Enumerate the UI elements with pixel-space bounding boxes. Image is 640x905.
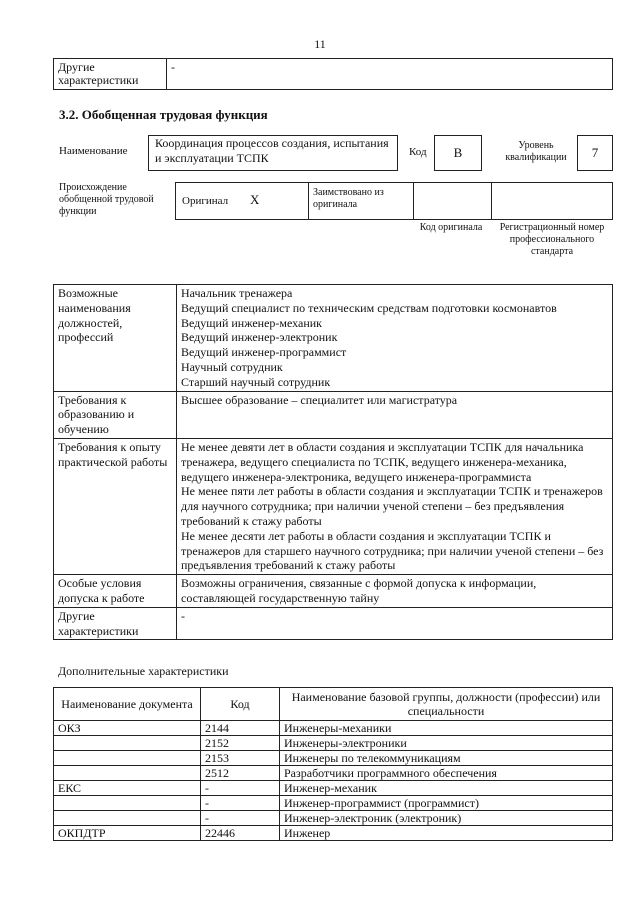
row-content [177, 391, 613, 438]
table-row [54, 721, 613, 736]
table-row [54, 796, 613, 811]
original-mark: X [250, 192, 260, 207]
level-value: 7 [577, 135, 613, 171]
table-row [54, 575, 613, 608]
table-row [54, 438, 613, 574]
row-line: Не менее пяти лет работы в области создания и эксплуатации ТСПК и тренажеров для научного сотрудника; при наличии ученой степени – без предъявления требований к стажу работы [181, 484, 603, 528]
name-cell: Инженеры-механики [280, 721, 613, 736]
additional-table [53, 687, 613, 841]
row-line: Научный сотрудник [181, 359, 283, 374]
table-row [54, 781, 613, 796]
original-label: Оригинал [182, 195, 229, 207]
name-cell: Инженер [280, 826, 613, 841]
name-cell: Инженер-механик [280, 781, 613, 796]
code-label: Код [409, 146, 427, 158]
name-label: Наименование [59, 145, 128, 157]
row-line: Возможны ограничения, связанные с формой допуска к информации, составляющей государственную тайну [181, 576, 537, 605]
row-line: Высшее образование – специалитет или магистратура [181, 392, 458, 407]
page-number: 11 [314, 37, 326, 51]
section-title: 3.2. Обобщенная трудовая функция [59, 107, 268, 122]
code-cell: 2512 [201, 766, 280, 781]
additional-title: Дополнительные характеристики [58, 664, 229, 678]
table-row [54, 607, 613, 640]
row-line: Ведущий инженер-электроник [181, 330, 338, 345]
code-cell: 2152 [201, 736, 280, 751]
row-content [177, 285, 613, 392]
name-cell: Инженер-программист (программист) [280, 796, 613, 811]
doc-cell [54, 811, 201, 826]
row-label: Требования к образованию и обучению [54, 391, 177, 438]
name-value-box [148, 135, 398, 171]
name-cell: Инженеры по телекоммуникациям [280, 751, 613, 766]
code-value: B [434, 135, 482, 171]
table-row [54, 391, 613, 438]
main-table [53, 284, 613, 640]
divider [491, 183, 492, 219]
code-cell: - [201, 781, 280, 796]
table-row [54, 766, 613, 781]
name-value: Координация процессов создания, испытания и эксплуатации ТСПК [155, 136, 389, 165]
top-label: Другие характеристики [54, 59, 167, 90]
origin-box [175, 182, 613, 220]
row-content [177, 438, 613, 574]
divider [413, 183, 414, 219]
row-line: Ведущий инженер-программист [181, 345, 347, 360]
code-cell: 22446 [201, 826, 280, 841]
table-row [54, 826, 613, 841]
row-line: Ведущий специалист по техническим средствам подготовки космонавтов [181, 300, 557, 315]
table-row [54, 811, 613, 826]
name-cell: Инженеры-электроники [280, 736, 613, 751]
top-value: - [167, 59, 613, 90]
row-line: Начальник тренажера [181, 286, 293, 300]
table-row [54, 285, 613, 392]
top-characteristics-table [53, 58, 613, 90]
row-content [177, 607, 613, 640]
header-code: Код [201, 688, 280, 721]
origin-label: Происхождение обобщенной трудовой функции [59, 182, 154, 217]
row-line: Не менее десяти лет работы в области создания и эксплуатации ТСПК и тренажеров для старшего научного сотрудника; при наличии ученой степени – без предъявления требований к стажу работы [181, 528, 604, 573]
doc-cell [54, 751, 201, 766]
code-cell: - [201, 796, 280, 811]
table-row [54, 736, 613, 751]
code-caption: Код оригинала [419, 222, 483, 233]
row-line: Старший научный сотрудник [181, 374, 331, 389]
row-label: Требования к опыту практической работы [54, 438, 177, 574]
doc-cell [54, 736, 201, 751]
row-content [177, 575, 613, 608]
additional-header-row [54, 688, 613, 721]
code-cell: 2144 [201, 721, 280, 736]
doc-cell: ОКПДТР [54, 826, 201, 841]
name-cell: Инженер-электроник (электроник) [280, 811, 613, 826]
level-label: Уровень квалификации [505, 140, 567, 163]
doc-cell: ЕКС [54, 781, 201, 796]
code-cell: 2153 [201, 751, 280, 766]
borrowed-label: Заимствовано из оригинала [313, 187, 384, 210]
doc-cell [54, 766, 201, 781]
row-label: Возможные наименования должностей, профессий [54, 285, 177, 392]
header-name: Наименование базовой группы, должности (профессии) или специальности [280, 688, 613, 721]
original-cell [176, 183, 309, 219]
row-label: Особые условия допуска к работе [54, 575, 177, 608]
name-cell: Разработчики программного обеспечения [280, 766, 613, 781]
row-line: - [181, 608, 185, 623]
doc-cell [54, 796, 201, 811]
row-line: Не менее девяти лет в области создания и эксплуатации ТСПК для начальника тренажера, ведущего специалиста по ТСПК, ведущего инженера-механика, ведущего инженера-электроника, ведущего инженера-программиста [181, 439, 584, 484]
doc-cell: ОКЗ [54, 721, 201, 736]
table-row [54, 751, 613, 766]
code-cell: - [201, 811, 280, 826]
row-label: Другие характеристики [54, 607, 177, 640]
row-line: Ведущий инженер-механик [181, 315, 323, 330]
reg-caption: Регистрационный номер профессионального стандарта [499, 222, 605, 257]
header-doc: Наименование документа [54, 688, 201, 721]
